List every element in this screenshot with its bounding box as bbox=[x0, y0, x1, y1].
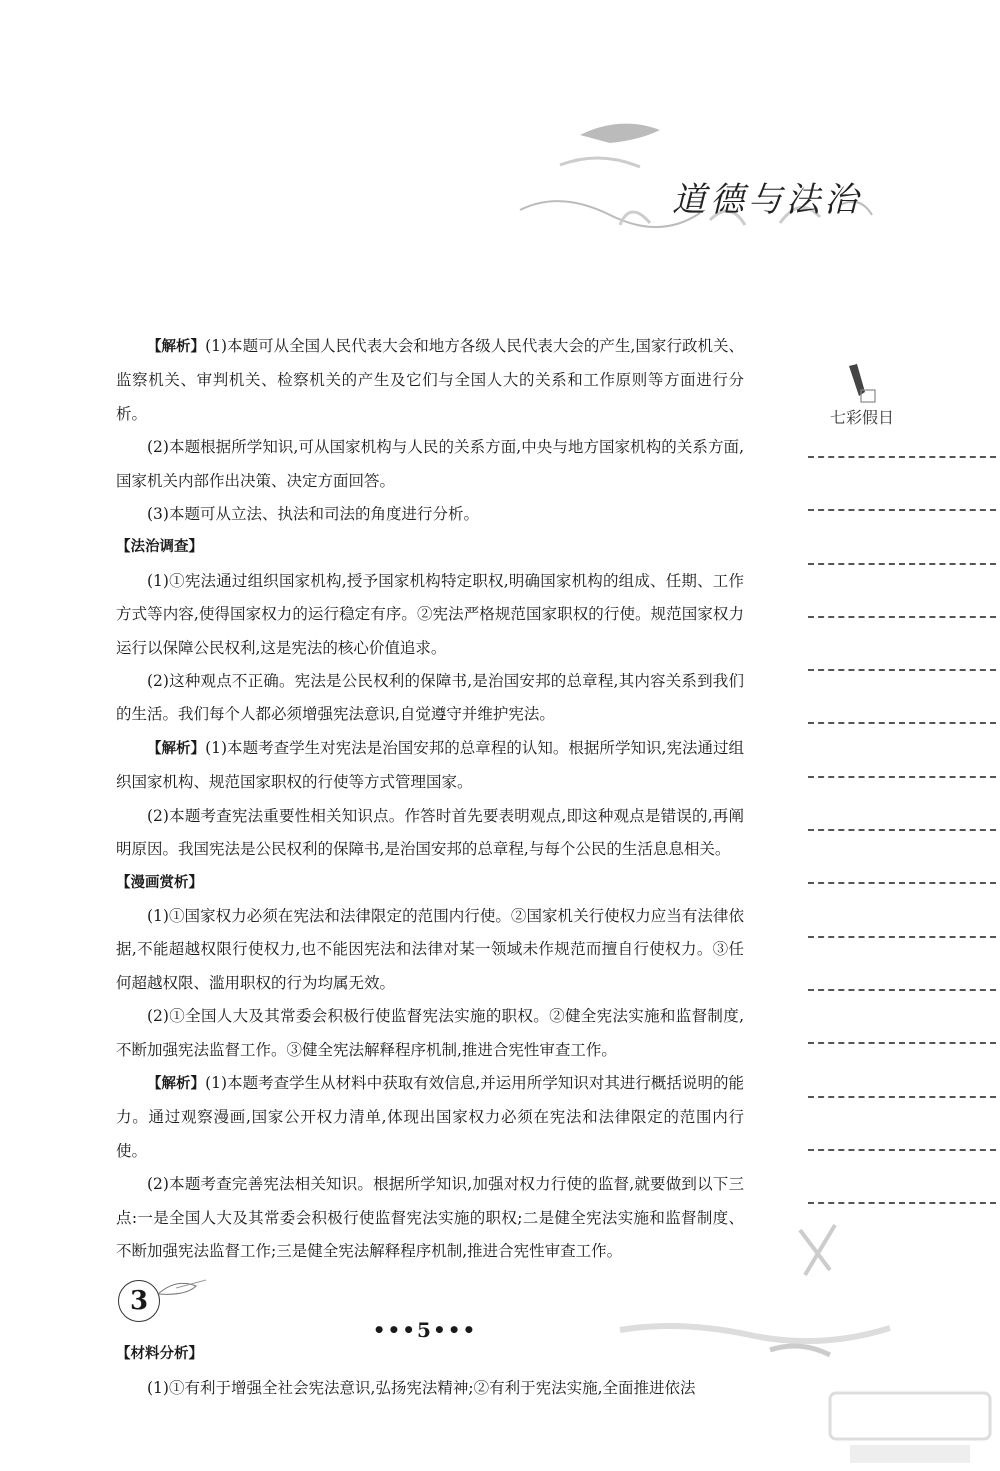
answer-paragraph bbox=[116, 330, 744, 431]
watermark-logo bbox=[820, 1385, 1000, 1471]
note-line bbox=[808, 563, 996, 565]
note-line bbox=[808, 722, 996, 724]
analysis-tag: 【解析】 bbox=[147, 339, 206, 355]
paragraph-text: (1)本题考查学生从材料中获取有效信息,并运用所学知识对其进行概括说明的能力。通过观察漫画,国家公开权力清单,体现出国家权力必须在宪法和法律限定的范围内行使。 bbox=[116, 1073, 745, 1160]
answer-paragraph bbox=[116, 900, 744, 1000]
note-line bbox=[808, 1149, 996, 1151]
note-line bbox=[808, 1202, 996, 1204]
footer-decoration bbox=[600, 1210, 900, 1380]
answer-paragraph bbox=[116, 498, 744, 531]
answer-paragraph bbox=[116, 800, 744, 867]
paragraph-text: (2)本题考查完善宪法相关知识。根据所学知识,加强对权力行使的监督,就要做到以下三点:一是全国人大及其常委会积极行使监督宪法实施的职权;二是健全宪法实施和监督制度、不断加强宪法监督工作;三是健全宪法解释程序机制,推进合宪性审查工作。 bbox=[116, 1175, 744, 1260]
paragraph-text: (2)①全国人大及其常委会积极行使监督宪法实施的职权。②健全宪法实施和监督制度,不断加强宪法监督工作。③健全宪法解释程序机制,推进合宪性审查工作。 bbox=[116, 1007, 744, 1059]
leaf-icon bbox=[156, 1274, 216, 1304]
note-line bbox=[808, 936, 996, 938]
page-number: •••5••• bbox=[372, 1318, 478, 1342]
paragraph-text: (1)本题可从全国人民代表大会和地方各级人民代表大会的产生,国家行政机关、监察机关、审判机关、检察机关的产生及它们与全国人大的关系和工作原则等方面进行分析。 bbox=[116, 337, 745, 423]
answer-paragraph bbox=[116, 732, 744, 800]
answer-paragraph bbox=[116, 665, 744, 732]
paragraph-text: (2)本题考查宪法重要性相关知识点。作答时首先要表明观点,即这种观点是错误的,再阐明原因。我国宪法是公民权利的保障书,是治国安邦的总章程,与每个公民的生活息息相关。 bbox=[116, 806, 745, 859]
note-line bbox=[808, 776, 996, 778]
paragraph-text: (2)这种观点不正确。宪法是公民权利的保障书,是治国安邦的总章程,其内容关系到我们的生活。我们每个人都必须增强宪法意识,自觉遵守并维护宪法。 bbox=[116, 672, 744, 724]
analysis-tag: 【解析】 bbox=[147, 740, 206, 757]
subject-title: 道德与法治 bbox=[672, 180, 862, 220]
section-heading: 【材料分析】 bbox=[116, 1346, 203, 1363]
chapter-number: 3 bbox=[118, 1280, 160, 1322]
note-line bbox=[808, 456, 996, 458]
answer-paragraph bbox=[116, 1067, 744, 1168]
note-line bbox=[808, 669, 996, 671]
answer-paragraph bbox=[116, 565, 744, 665]
pen-icon bbox=[843, 362, 879, 406]
header-decoration bbox=[500, 95, 880, 245]
section-heading: 【漫画赏析】 bbox=[116, 874, 203, 891]
analysis-tag: 【解析】 bbox=[147, 1075, 206, 1092]
note-line bbox=[808, 1096, 996, 1098]
answer-paragraph bbox=[116, 431, 744, 498]
paragraph-text: (3)本题可从立法、执法和司法的角度进行分析。 bbox=[147, 505, 479, 524]
paragraph-text: (1)①有利于增强全社会宪法意识,弘扬宪法精神;②有利于宪法实施,全面推进依法 bbox=[147, 1378, 696, 1397]
note-line bbox=[808, 616, 996, 618]
note-line bbox=[808, 1042, 996, 1044]
paragraph-text: (2)本题根据所学知识,可从国家机构与人民的关系方面,中央与地方国家机构的关系方面,国家机关内部作出决策、决定方面回答。 bbox=[116, 438, 744, 490]
note-line bbox=[808, 829, 996, 831]
paragraph-text: (1)本题考查学生对宪法是治国安邦的总章程的认知。根据所学知识,宪法通过组织国家机构、规范国家职权的行使等方式管理国家。 bbox=[116, 738, 745, 792]
side-note-label: 七彩假日 bbox=[830, 408, 895, 427]
note-line bbox=[808, 989, 996, 991]
note-line bbox=[808, 509, 996, 511]
paragraph-text: (1)①国家权力必须在宪法和法律限定的范围内行使。②国家机关行使权力应当有法律依据,不能超越权限行使权力,也不能因宪法和法律对某一领域未作规范而擅自行使权力。③任何超越权限、滥用职权的行为均属无效。 bbox=[116, 906, 744, 992]
section-heading: 【法治调查】 bbox=[116, 539, 203, 556]
paragraph-text: (1)①宪法通过组织国家机构,授予国家机构特定职权,明确国家机构的组成、任期、工作方式等内容,使得国家权力的运行稳定有序。②宪法严格规范国家职权的行使。规范国家权力运行以保障公民权利,这是宪法的核心价值追求。 bbox=[116, 571, 744, 657]
note-line bbox=[808, 882, 996, 884]
answer-paragraph bbox=[116, 1000, 744, 1067]
note-lines bbox=[808, 456, 996, 1255]
